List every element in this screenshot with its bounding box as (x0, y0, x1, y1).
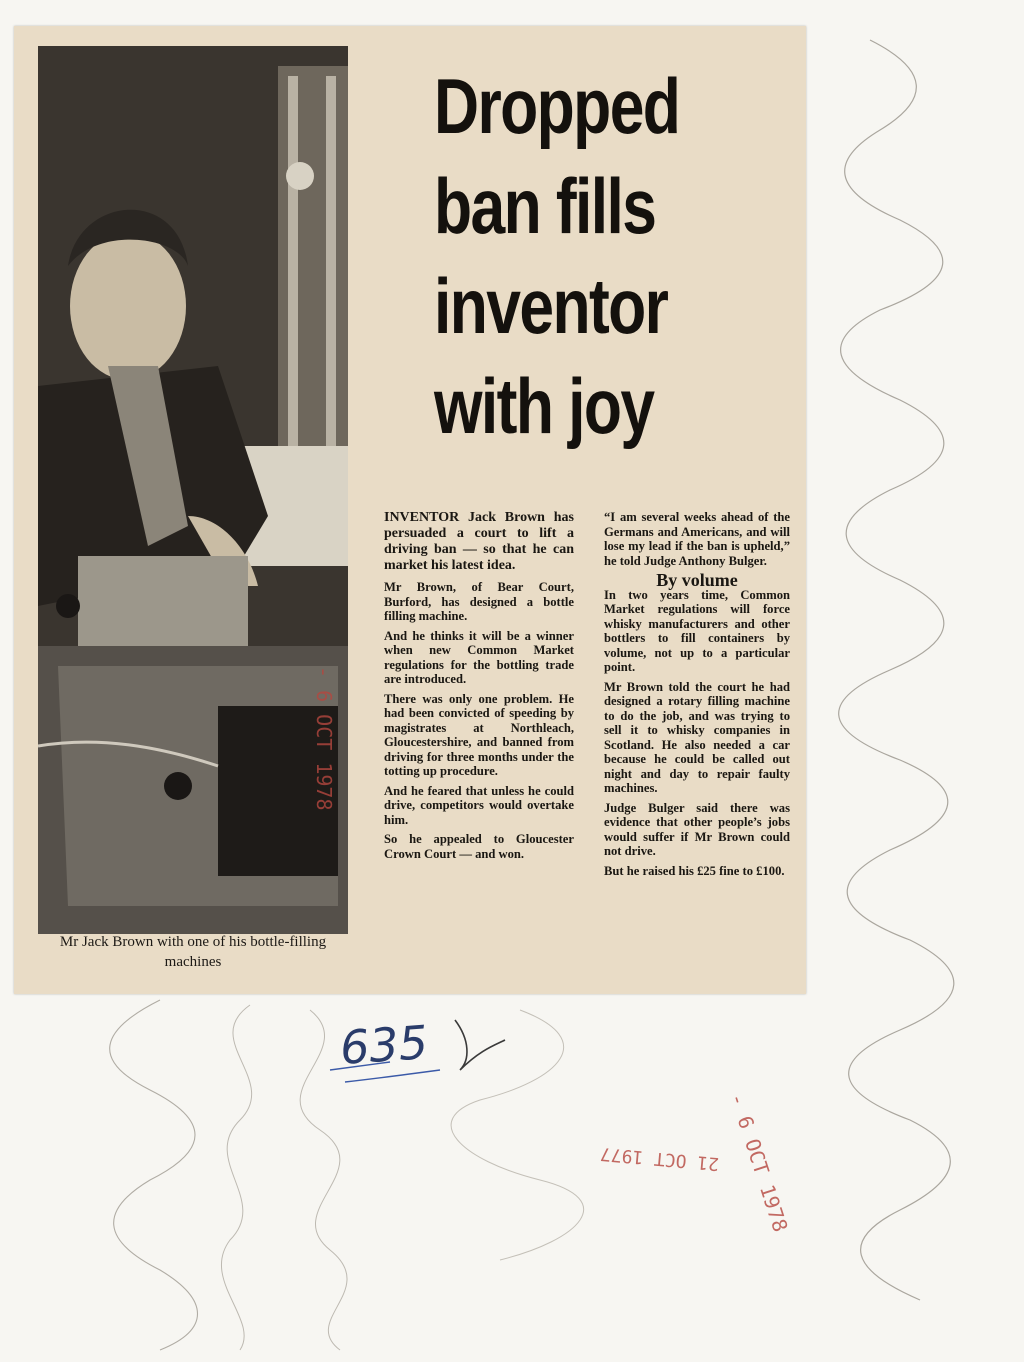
article-column-2 (604, 510, 790, 883)
article-paragraph: And he thinks it will be a winner when new Common Market regulations for the bottling trade are introduced. (384, 628, 574, 686)
article-paragraph: Mr Brown told the court he had designed a rotary filling machine to do the job, and was trying to sell it to whisky companies in Scotland. He also needed a car because he could be called out night and day to repair faulty machines. (604, 679, 790, 795)
photo-caption: Mr Jack Brown with one of his bottle-filling machines (59, 934, 327, 970)
newspaper-clipping (14, 26, 806, 994)
article-column-1 (384, 510, 574, 866)
article-paragraph: Judge Bulger said there was evidence that other people’s jobs would suffer if Mr Brown could not drive. (604, 800, 790, 858)
article-paragraph: “I am several weeks ahead of the Germans and Americans, and will lose my lead if the ban is upheld,” he told Judge Anthony Bulger. (604, 510, 790, 568)
article-paragraph: There was only one problem. He had been convicted of speeding by magistrates at Northleach, Gloucestershire, and banned from driving for three months under the totting up procedure. (384, 691, 574, 778)
article-paragraph: So he appealed to Gloucester Crown Court — and won. (384, 832, 574, 861)
article-paragraph: Mr Brown, of Bear Court, Burford, has designed a bottle filling machine. (384, 580, 574, 623)
article-subhead: By volume (656, 570, 738, 590)
date-stamp-reversed: 21 OCT 1977 (599, 1142, 720, 1175)
pencil-annotation: 635 (338, 1015, 430, 1075)
article-lead-paragraph: INVENTOR Jack Brown has persuaded a court to lift a driving ban — so that he can market his latest idea. (384, 510, 574, 573)
article-paragraph: But he raised his £25 fine to £100. (604, 863, 785, 878)
photo-inventor-with-machine (38, 46, 348, 934)
date-stamp-side: - 6 OCT 1978 (312, 666, 336, 811)
article-paragraph: And he feared that unless he could drive, competitors would overtake him. (384, 783, 574, 827)
headline: Dropped ban fills inventor with joy (434, 62, 680, 450)
article-paragraph: In two years time, Common Market regulations will force whisky manufacturers and other bottlers to fill containers by volume, not up to a particular point. (604, 587, 790, 674)
date-stamp-lower: - 6 OCT 1978 (725, 1090, 793, 1235)
